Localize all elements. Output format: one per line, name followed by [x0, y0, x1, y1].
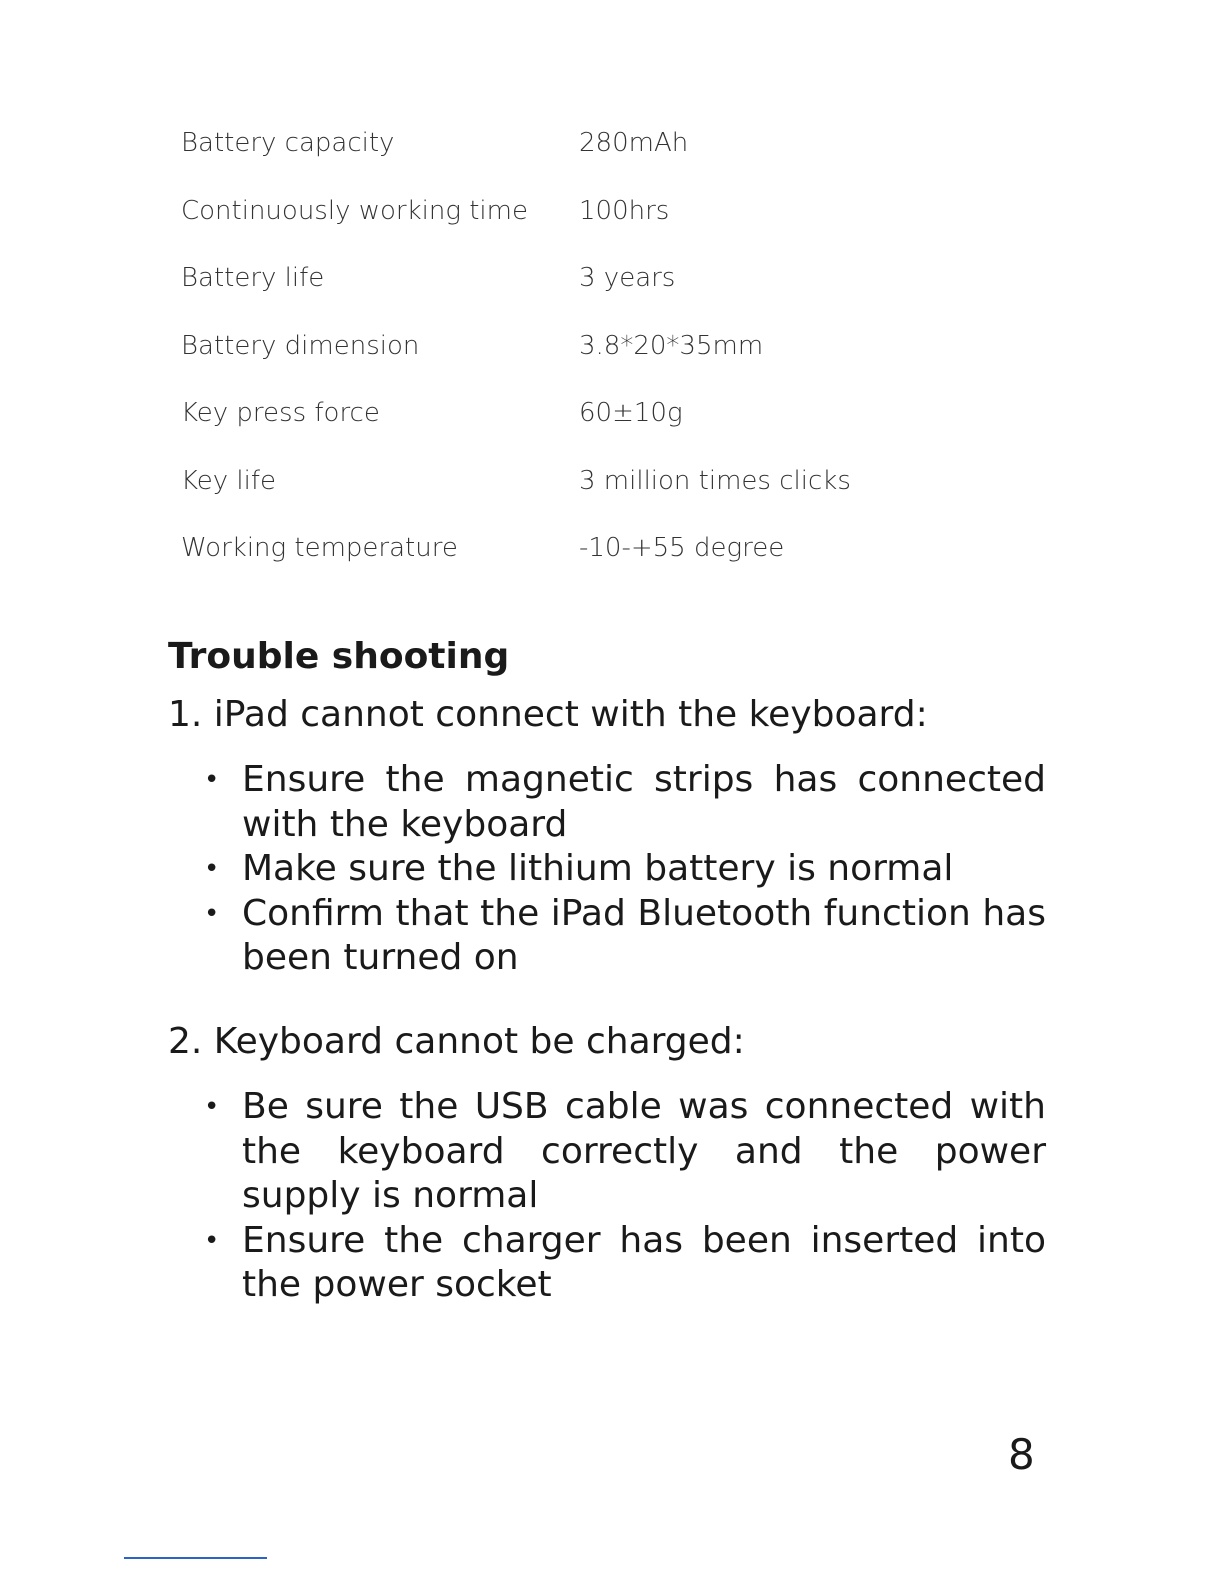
spec-value: 3 years [579, 263, 676, 293]
spec-label: Key press force [181, 398, 380, 428]
troubleshooting-title: Trouble shooting [168, 636, 510, 677]
footer-divider [124, 1557, 267, 1559]
section-heading-ipad-connect: 1. iPad cannot connect with the keyboard: [168, 694, 928, 735]
bullet-icon: • [204, 1092, 220, 1122]
bullet-icon: • [204, 765, 220, 795]
list-item-text: Confirm that the iPad Bluetooth function has been turned on [242, 892, 1046, 978]
ipad-connect-bullet-list [200, 758, 1046, 981]
spec-label: Battery dimension [181, 330, 420, 361]
list-item-text: Be sure the USB cable was connected with the keyboard correctly and the power supply is normal [242, 1086, 1046, 1216]
list-item-text: Ensure the magnetic strips has connected with the keyboard [242, 759, 1046, 845]
spec-row [181, 398, 981, 466]
bullet-icon: • [204, 898, 220, 929]
bullet-icon: • [204, 1225, 220, 1256]
spec-row [181, 263, 981, 331]
spec-row [181, 128, 981, 196]
page-number: 8 [1008, 1430, 1035, 1479]
spec-value: 3 million times clicks [579, 465, 851, 496]
specifications-table [181, 128, 981, 601]
bullet-icon: • [204, 854, 220, 884]
list-item [200, 892, 1046, 981]
section-heading-charging: 2. Keyboard cannot be charged: [168, 1021, 745, 1062]
list-item [200, 847, 1046, 892]
spec-label: Battery capacity [181, 128, 395, 158]
spec-row [181, 466, 981, 534]
spec-value: 3.8*20*35mm [579, 330, 764, 361]
spec-label: Battery life [181, 263, 325, 293]
spec-label: Key life [181, 465, 276, 496]
spec-value: 60±10g [579, 398, 683, 428]
spec-value: 100hrs [579, 195, 670, 226]
spec-value: 280mAh [579, 128, 689, 158]
spec-label: Continuously working time [181, 195, 528, 226]
spec-value: -10-+55 degree [579, 533, 785, 563]
spec-label: Working temperature [181, 533, 458, 563]
charging-bullet-list [200, 1085, 1046, 1308]
list-item-text: Make sure the lithium battery is normal [242, 848, 954, 889]
list-item [200, 1219, 1046, 1308]
list-item-text: Ensure the charger has been inserted into the power socket [242, 1219, 1046, 1305]
list-item [200, 1085, 1046, 1219]
spec-row [181, 331, 981, 399]
spec-row [181, 533, 981, 601]
list-item [200, 758, 1046, 847]
spec-row [181, 196, 981, 264]
